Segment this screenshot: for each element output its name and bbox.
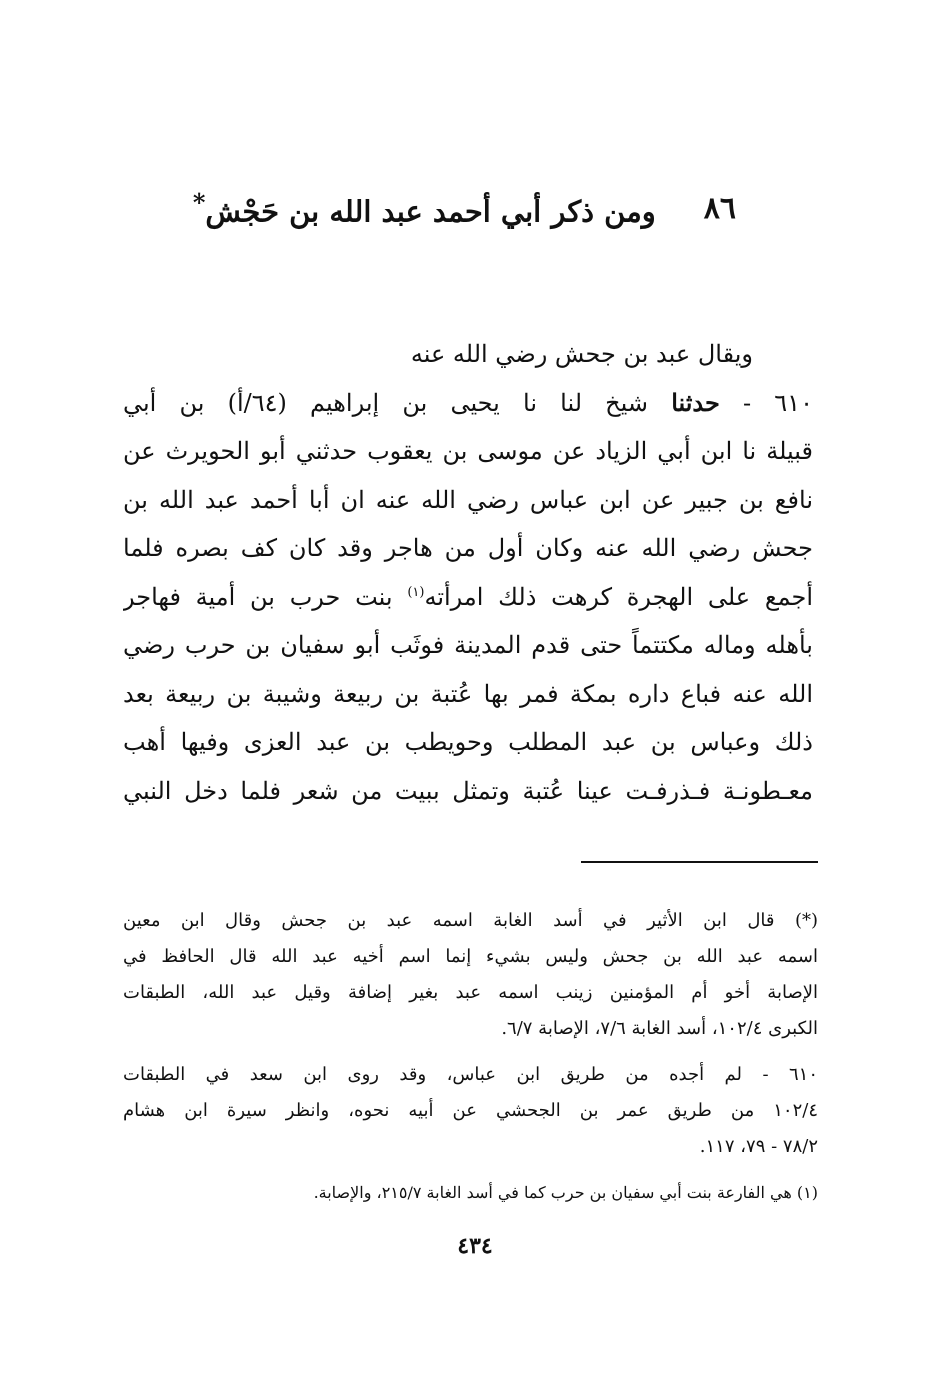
footnote-hadith-line-3: ٧٨/٢ - ٧٩، ١١٧. (699, 1136, 818, 1157)
footnote-star (123, 903, 818, 1047)
main-text-block (123, 330, 813, 815)
main-line-6 (123, 573, 813, 622)
footnotes-block (123, 903, 818, 1221)
hadith-lead-word: حدثنا (671, 387, 720, 417)
footnote-hadith-line-2: ١٠٢/٤ من طريق عمر بن الجحشي عن أبيه نحوه، وانظر سيرة ابن هشام (123, 1100, 818, 1121)
footnote-1-line: (١) هي الفارعة بنت أبي سفيان بن حرب كما في أسد الغابة ٢١٥/٧، والإصابة. (313, 1183, 818, 1202)
main-line-1: ويقال عبد بن جحش رضي الله عنه (410, 340, 753, 368)
chapter-title (193, 188, 656, 229)
chapter-star-marker: * (192, 187, 206, 217)
main-line-6-start: أجمع على الهجرة كرهت ذلك امرأته (424, 582, 813, 611)
footnote-hadith-line-1: ٦١٠ - لم أجده من طريق ابن عباس، وقد روى ابن سعد في الطبقات (123, 1064, 818, 1085)
footnote-hadith-610 (123, 1057, 818, 1165)
hadith-number: ٦١٠ - (743, 388, 813, 417)
chapter-number: ٨٦ (703, 190, 736, 226)
main-line-2-end: بن أبي (123, 388, 205, 417)
hadith-chain-start: شيخ لنا نا يحيى بن إبراهيم (٦٤/أ) (227, 388, 649, 417)
footnote-1 (123, 1175, 818, 1211)
main-line-7: بأهله وماله مكتتماً حتى قدم المدينة فوثَب أبو سفيان بن حرب رضي (123, 631, 813, 659)
footnote-star-line-1: (*) قال ابن الأثير في أسد الغابة اسمه عبد بن جحش وقال ابن معين (123, 910, 818, 931)
main-line-4: نافع بن جبير عن ابن عباس رضي الله عنه ان أبا أحمد عبد الله بن (123, 485, 813, 514)
chapter-heading (192, 178, 736, 238)
main-line-2 (123, 379, 813, 428)
footnote-reference-1[interactable]: (١) (407, 584, 425, 600)
main-line-3: قبيلة نا ابن أبي الزياد عن موسى بن يعقوب حدثني أبو الحويرث عن (123, 437, 813, 465)
footnote-star-line-4: الكبرى ١٠٢/٤، أسد الغابة ٧/٦، الإصابة ٦/٧. (501, 1018, 818, 1039)
footnote-separator (581, 861, 818, 863)
main-line-8: الله عنه فباع داره بمكة فمر بها عُتبة بن ربيعة وشيبة بن ربيعة بعد (123, 679, 813, 708)
footnote-star-line-2: اسمه عبد الله بن جحش وليس بشيء إنما اسم أخيه عبد الله قال الحافظ في (123, 946, 818, 967)
page-number: ٤٣٤ (457, 1233, 493, 1259)
main-line-6-end: بنت حرب بن أمية فهاجر (123, 582, 393, 611)
main-line-5: جحش رضي الله عنه وكان أول من هاجر وقد كان كف بصره فلما (123, 534, 813, 562)
footnote-star-line-3: الإصابة أخو أم المؤمنين زينب اسمه عبد بغير إضافة وقيل عبد الله، الطبقات (123, 982, 818, 1003)
chapter-title-text: ومن ذكر أبي أحمد عبد الله بن حَجْش (205, 194, 656, 229)
main-line-10: معـطونـة فـذرفـت عينا عُتبة وتمثل ببيت من شعر فلما دخل النبي (123, 776, 813, 805)
main-line-9: ذلك وعباس بن عبد المطلب وحويطب بن عبد العزى وفيها أهب (123, 728, 813, 756)
